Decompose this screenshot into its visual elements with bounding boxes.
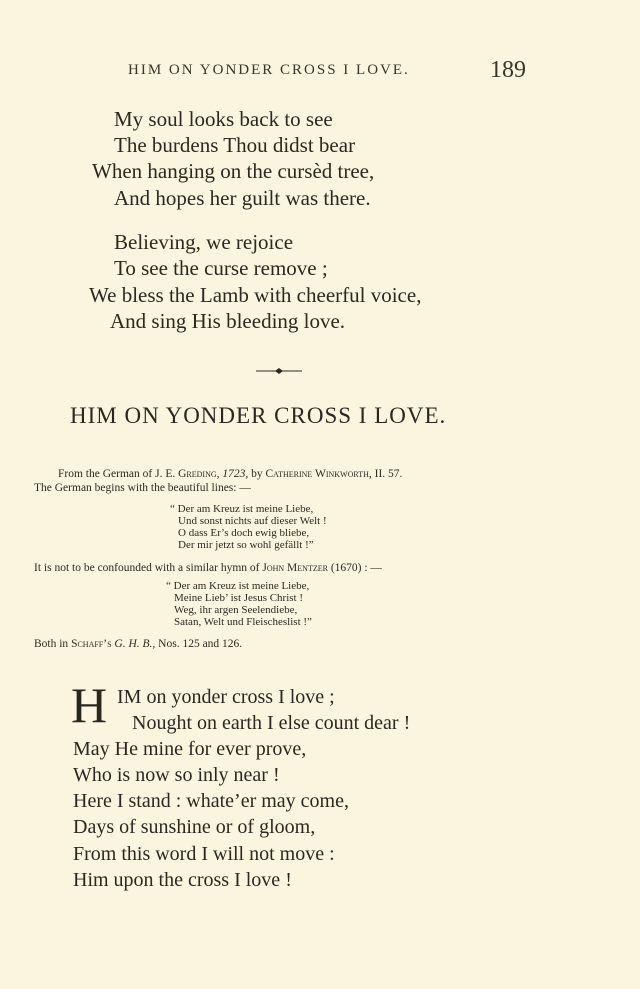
both-author: Schaff’s [71, 638, 112, 650]
verse-line: Him upon the cross I love ! [73, 869, 292, 891]
source-of: of [142, 468, 153, 480]
both-work: G. H. B., [114, 638, 156, 650]
verse-line: And sing His bleeding love. [110, 309, 346, 333]
both-rest: Nos. 125 and 126. [158, 638, 243, 650]
quote-line: Satan, Welt und Fleischeslist !” [174, 616, 312, 628]
verse-line: We bless the Lamb with cheerful voice, [89, 283, 422, 307]
verse-line: Nought on earth I else count dear ! [132, 712, 411, 734]
verse-line: IM on yonder cross I love ; [117, 686, 335, 708]
verse-line: My soul looks back to see [114, 107, 333, 131]
author-year: 1723, [222, 468, 249, 480]
source-note [58, 468, 402, 480]
verse-line: Who is now so inly near ! [73, 764, 280, 786]
quote-line: Meine Lieb’ ist Jesus Christ ! [174, 592, 304, 604]
drop-cap: H [71, 677, 108, 733]
verse-line: May He mine for ever prove, [73, 738, 307, 760]
verse-line: To see the curse remove ; [114, 256, 328, 280]
quote-line: “ Der am Kreuz ist meine Liebe, [170, 503, 314, 515]
verse-line: When hanging on the cursèd tree, [92, 159, 375, 183]
source-by: by [251, 468, 263, 480]
running-title: HIM ON YONDER CROSS I LOVE. [128, 62, 410, 78]
quote-line: Der mir jetzt so wohl gefällt !” [178, 539, 314, 551]
page-number: 189 [490, 57, 526, 83]
verse-line: Here I stand : whate’er may come, [73, 790, 349, 812]
divider-ornament [256, 368, 302, 374]
hymn-title: HIM ON YONDER CROSS I LOVE. [70, 403, 447, 428]
verse-line: Believing, we rejoice [114, 230, 294, 254]
german-quote-1 [170, 503, 327, 551]
verse-line: And hopes her guilt was there. [114, 186, 371, 210]
confound-author: John Mentzer [262, 562, 328, 574]
both-prefix: Both in [34, 638, 69, 650]
verse-line: From this word I will not move : [73, 843, 335, 865]
confound-year: (1670) : — [330, 562, 382, 574]
confound-note [34, 562, 382, 574]
quote-line: Weg, ihr argen Seelendiebe, [174, 604, 298, 616]
german-intro: The German begins with the beautiful lines: — [34, 482, 251, 494]
confound-text: It is not to be confounded with a similar hymn of [34, 562, 260, 574]
quote-line: Und sonst nichts auf dieser Welt ! [178, 515, 327, 527]
author-name: J. E. Greding, [155, 468, 220, 480]
quote-line: O dass Er’s doch ewig bliebe, [178, 527, 310, 539]
translator-name: Catherine Winkworth, [265, 468, 372, 480]
both-note [34, 638, 242, 650]
quote-line: “ Der am Kreuz ist meine Liebe, [166, 580, 310, 592]
source-prefix: From the German [58, 468, 140, 480]
verse-line: The burdens Thou didst bear [114, 133, 356, 157]
german-quote-2 [166, 580, 312, 628]
source-ref: II. 57. [374, 468, 403, 480]
verse-line: Days of sunshine or of gloom, [73, 816, 316, 838]
